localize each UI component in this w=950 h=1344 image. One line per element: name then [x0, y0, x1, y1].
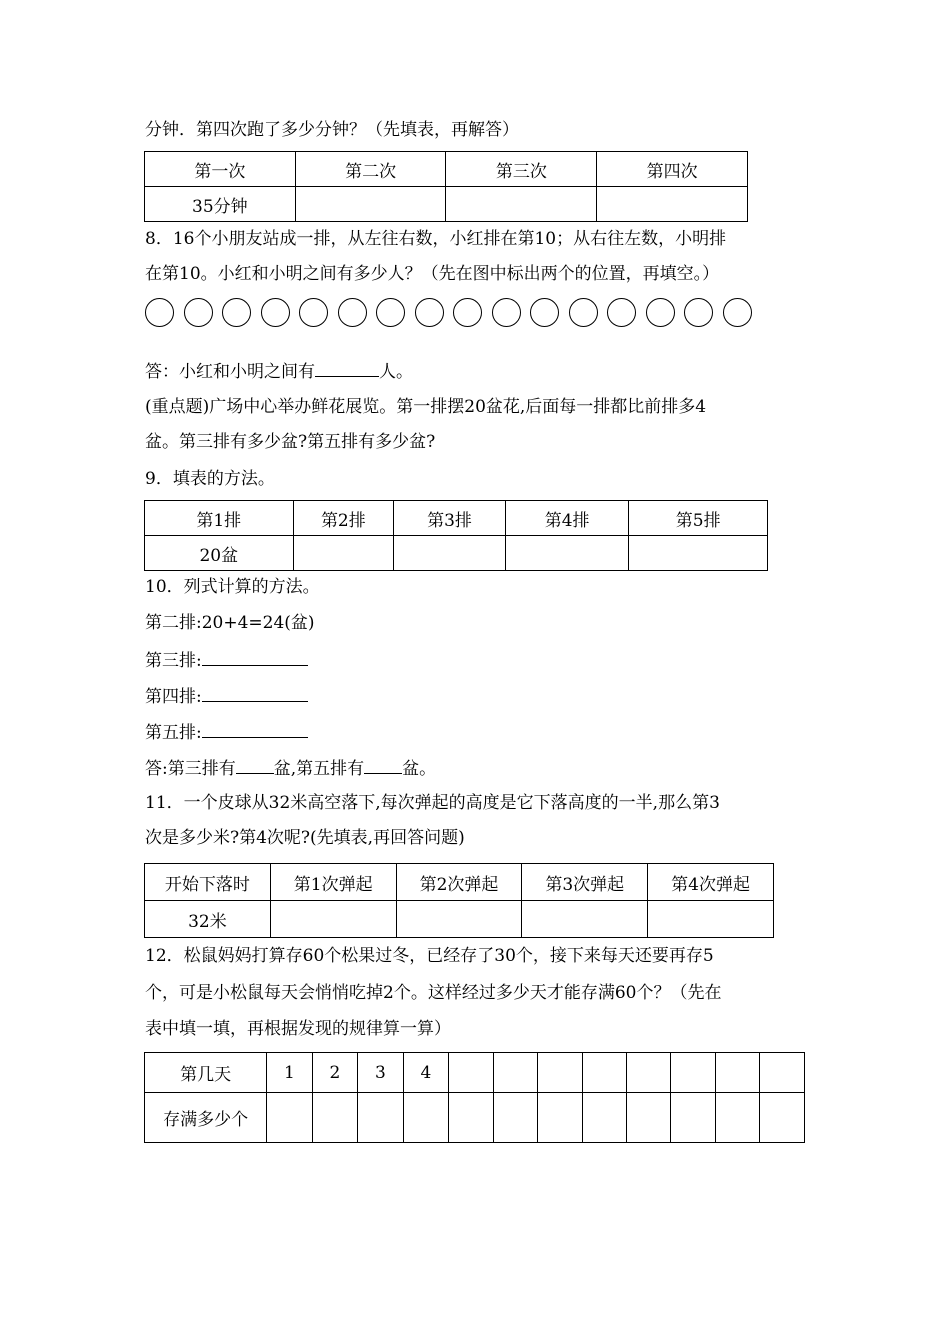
- q12-day-header: 4: [403, 1053, 448, 1093]
- q12-day-cell[interactable]: [582, 1093, 626, 1143]
- q7-table: [144, 151, 748, 222]
- q12-day-cell[interactable]: [312, 1093, 357, 1143]
- q7-cell-1[interactable]: 35分钟: [145, 187, 296, 222]
- position-circle[interactable]: [338, 298, 367, 327]
- q12-day-cell[interactable]: [403, 1093, 448, 1143]
- position-circle[interactable]: [299, 298, 328, 327]
- q10-row-2: 第二排:20+4=24(盆): [145, 613, 315, 633]
- q7-header-1: 第一次: [145, 152, 296, 187]
- q12-day-header: 2: [312, 1053, 357, 1093]
- position-circle[interactable]: [415, 298, 444, 327]
- q7-cell-2[interactable]: [295, 187, 446, 222]
- q7-header-4: 第四次: [597, 152, 748, 187]
- position-circle[interactable]: [145, 298, 174, 327]
- q9-header-1: 第1排: [145, 501, 294, 536]
- position-circle[interactable]: [723, 298, 752, 327]
- q12-day-cell[interactable]: [493, 1093, 537, 1143]
- q11-line-1: 11．一个皮球从32米高空落下,每次弹起的高度是它下落高度的一半,那么第3: [145, 793, 720, 813]
- position-circle[interactable]: [530, 298, 559, 327]
- q12-row-2-label: 存满多少个: [145, 1093, 267, 1143]
- position-circle[interactable]: [376, 298, 405, 327]
- q12-line-3: 表中填一填，再根据发现的规律算一算）: [145, 1019, 451, 1039]
- q10-row-3: [145, 649, 308, 671]
- q10-row-4-label: 第四排:: [145, 687, 202, 707]
- q10-row-4: [145, 685, 308, 707]
- q8-line-1: 8．16个小朋友站成一排，从左往右数，小红排在第10；从右往左数，小明排: [145, 229, 727, 249]
- position-circle[interactable]: [607, 298, 636, 327]
- q10-title: 10．列式计算的方法。: [145, 577, 320, 597]
- q10-row-4-blank[interactable]: [202, 685, 308, 702]
- position-circle[interactable]: [569, 298, 598, 327]
- q12-day-header[interactable]: [582, 1053, 626, 1093]
- position-circle[interactable]: [184, 298, 213, 327]
- q11-header-3: 第2次弹起: [396, 864, 522, 901]
- q8-line-2: 在第10。小红和小明之间有多少人？（先在图中标出两个的位置，再填空。）: [145, 264, 720, 284]
- key-line-2: 盆。第三排有多少盆?第五排有多少盆?: [145, 432, 436, 452]
- position-circle[interactable]: [453, 298, 482, 327]
- q10-row-5: [145, 721, 308, 743]
- position-circle[interactable]: [646, 298, 675, 327]
- q12-day-cell[interactable]: [358, 1093, 403, 1143]
- q11-table: [144, 863, 774, 938]
- q12-line-1: 12．松鼠妈妈打算存60个松果过冬，已经存了30个，接下来每天还要再存5: [145, 946, 714, 966]
- q7-cell-3[interactable]: [446, 187, 597, 222]
- q12-day-header[interactable]: [538, 1053, 582, 1093]
- q8-answer: [145, 360, 413, 382]
- q7-header-3: 第三次: [446, 152, 597, 187]
- q12-day-cell[interactable]: [538, 1093, 582, 1143]
- key-line-1: (重点题)广场中心举办鲜花展览。第一排摆20盆花,后面每一排都比前排多4: [145, 397, 707, 417]
- q9-header-2: 第2排: [293, 501, 394, 536]
- q12-day-header: 1: [267, 1053, 312, 1093]
- q9-header-3: 第3排: [394, 501, 506, 536]
- q10-row-3-blank[interactable]: [202, 649, 308, 666]
- q10-answer-b: 盆,第五排有: [273, 759, 365, 779]
- q12-day-cell[interactable]: [449, 1093, 493, 1143]
- q10-answer-a: 答:第三排有: [145, 759, 236, 779]
- q9-title: 9．填表的方法。: [145, 469, 275, 489]
- q12-day-cell[interactable]: [760, 1093, 805, 1143]
- position-circle[interactable]: [261, 298, 290, 327]
- q10-answer-blank-2[interactable]: [364, 757, 402, 774]
- q9-cell-2[interactable]: [293, 536, 394, 571]
- q10-answer: [145, 757, 436, 779]
- q8-answer-blank[interactable]: [315, 360, 379, 377]
- q9-cell-1[interactable]: 20盆: [145, 536, 294, 571]
- q11-header-5: 第4次弹起: [648, 864, 774, 901]
- q10-row-5-label: 第五排:: [145, 723, 202, 743]
- q12-day-header[interactable]: [493, 1053, 537, 1093]
- q11-line-2: 次是多少米?第4次呢?(先填表,再回答问题): [145, 828, 465, 848]
- q11-cell-2[interactable]: [270, 901, 396, 938]
- q9-header-5: 第5排: [629, 501, 768, 536]
- q12-day-cell[interactable]: [626, 1093, 670, 1143]
- q8-answer-post: 人。: [379, 362, 413, 382]
- q12-day-cell[interactable]: [671, 1093, 715, 1143]
- q9-cell-3[interactable]: [394, 536, 506, 571]
- q12-day-header[interactable]: [449, 1053, 493, 1093]
- q11-cell-4[interactable]: [522, 901, 648, 938]
- q10-row-3-label: 第三排:: [145, 651, 202, 671]
- q11-header-2: 第1次弹起: [270, 864, 396, 901]
- q12-table: [144, 1052, 805, 1143]
- q9-cell-4[interactable]: [505, 536, 629, 571]
- q12-day-cell[interactable]: [267, 1093, 312, 1143]
- q12-day-cell[interactable]: [715, 1093, 759, 1143]
- q8-answer-pre: 答：小红和小明之间有: [145, 362, 315, 382]
- q7-cell-4[interactable]: [597, 187, 748, 222]
- q11-header-4: 第3次弹起: [522, 864, 648, 901]
- q9-table: [144, 500, 768, 571]
- q11-header-1: 开始下落时: [145, 864, 271, 901]
- q12-day-header[interactable]: [671, 1053, 715, 1093]
- position-circle[interactable]: [684, 298, 713, 327]
- q9-header-4: 第4排: [505, 501, 629, 536]
- q10-answer-c: 盆。: [402, 759, 437, 779]
- q12-day-header[interactable]: [715, 1053, 759, 1093]
- q12-line-2: 个，可是小松鼠每天会悄悄吃掉2个。这样经过多少天才能存满60个？（先在: [145, 983, 722, 1003]
- q9-cell-5[interactable]: [629, 536, 768, 571]
- position-circle[interactable]: [492, 298, 521, 327]
- q11-cell-3[interactable]: [396, 901, 522, 938]
- q12-day-header[interactable]: [760, 1053, 805, 1093]
- q12-row-1-label: 第几天: [145, 1053, 267, 1093]
- q12-day-header[interactable]: [626, 1053, 670, 1093]
- q11-cell-5[interactable]: [648, 901, 774, 938]
- position-circle[interactable]: [222, 298, 251, 327]
- q10-row-5-blank[interactable]: [202, 721, 308, 738]
- q11-cell-1[interactable]: 32米: [145, 901, 271, 938]
- q7-text: 分钟．第四次跑了多少分钟？（先填表，再解答）: [145, 120, 519, 140]
- q12-day-header: 3: [358, 1053, 403, 1093]
- q7-header-2: 第二次: [295, 152, 446, 187]
- q10-answer-blank-1[interactable]: [236, 757, 274, 774]
- q8-circle-row: [145, 298, 765, 329]
